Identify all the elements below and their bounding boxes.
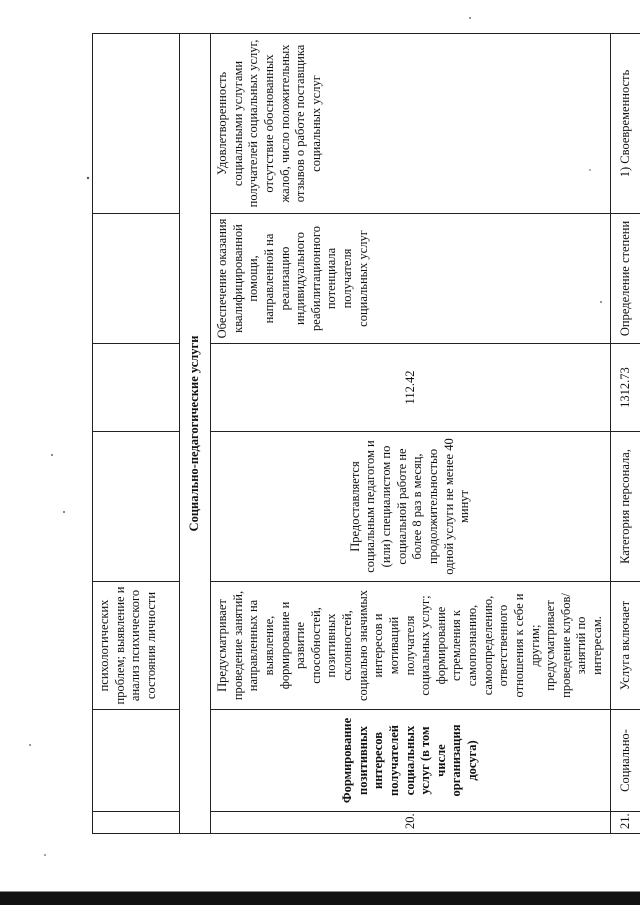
scan-bottom-edge <box>0 871 640 905</box>
section-header: Социально-педагогические услуги <box>180 34 211 834</box>
cell-description: психологических проблем; выявление и анализ психического состояния личности <box>93 582 180 710</box>
cell-name: Формирование позитивных интересов получателей социальных услуг (в том числе организация досуга) <box>211 710 611 812</box>
cell-indicators: Определение степени <box>610 214 640 344</box>
cell-name <box>93 710 180 812</box>
cell-price <box>93 344 180 432</box>
cell-price: 1312.73 <box>610 344 640 432</box>
cell-standard: Предоставляется социальным педагогом и (или) специалистом по социальной работе не более 8 раз в месяц, продолжительностью одной услуги не менее 40 минут <box>211 432 611 582</box>
cell-evaluation: 1) Своевременность <box>610 34 640 214</box>
cell-evaluation <box>93 34 180 214</box>
cell-number: 20. <box>211 812 611 834</box>
cell-indicators <box>93 214 180 344</box>
cell-standard <box>93 432 180 582</box>
cell-number <box>93 812 180 834</box>
cell-name: Социально- <box>610 710 640 812</box>
table-row <box>211 34 611 834</box>
cell-price: 112.42 <box>211 344 611 432</box>
cell-evaluation: Удовлетворенность социальными услугами получателей социальных услуг, отсутствие обоснованных жалоб, число положительных отзывов о работе поставщика социальных услуг <box>211 34 611 214</box>
table-row <box>610 34 640 834</box>
cell-description: Услуга включает <box>610 582 640 710</box>
section-header-row <box>180 34 211 834</box>
rotated-table-sheet <box>92 34 632 834</box>
table-row <box>93 34 180 834</box>
cell-indicators: Обеспечение оказания квалифицированной помощи, направленной на реализацию индивидуального реабилитационного потенциала получателя социальных услуг <box>211 214 611 344</box>
services-table <box>92 33 640 834</box>
cell-standard: Категория персонала, <box>610 432 640 582</box>
cell-number: 21. <box>610 812 640 834</box>
cell-description: Предусматривает проведение занятий, направленных на выявление, формирование и развитие способностей, позитивных склонностей, социально значимых интересов и мотиваций получателя социальных услуг; формирование стремления к самопознанию, самоопределению, ответственного отношения к себе и другим; предусматривает проведение клубов/ занятий по интересам. <box>211 582 611 710</box>
